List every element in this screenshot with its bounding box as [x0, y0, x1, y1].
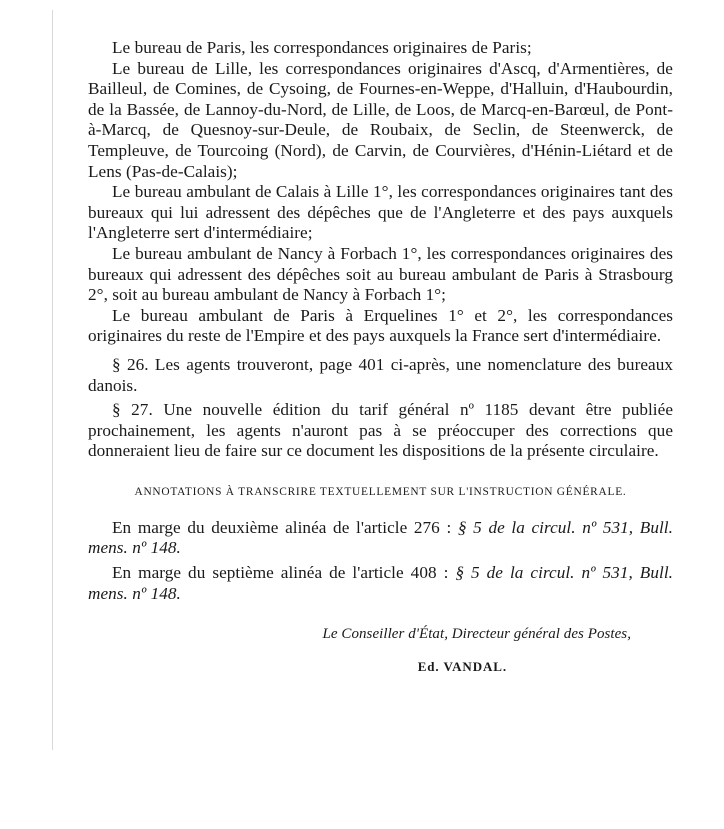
signature-title: Le Conseiller d'État, Directeur général des Postes,	[322, 626, 631, 643]
paragraph-section-26: § 26. Les agents trouveront, page 401 ci-après, une nomenclature des bureaux danois.	[88, 354, 673, 395]
annotation-reference: § 5 de la circul. nº 531, Bull. mens. nº 148.	[88, 563, 673, 603]
paragraph-nancy-forbach-ambulant: Le bureau ambulant de Nancy à Forbach 1°, les correspondances originaires des bureaux qui adressent des dépêches soit au bureau ambulant de Paris à Strasbourg 2°, soit au bureau ambulant de Nancy à Forbach 1°;	[88, 243, 673, 305]
document-body	[88, 38, 673, 677]
signature-name: Ed. VANDAL.	[417, 658, 507, 674]
annotations-heading: ANNOTATIONS À TRANSCRIRE TEXTUELLEMENT SUR L'INSTRUCTION GÉNÉRALE.	[134, 485, 627, 498]
annotation-text: En marge du septième alinéa de l'article 408 :	[112, 563, 456, 583]
paragraph-paris-erquelines-ambulant: Le bureau ambulant de Paris à Erquelines 1° et 2°, les correspondances originaires du reste de l'Empire et des pays auxquels la France sert d'intermédiaire.	[88, 305, 673, 346]
paragraph-calais-lille-ambulant: Le bureau ambulant de Calais à Lille 1°, les correspondances originaires tant des bureaux qui lui adressent des dépêches que de l'Angleterre et des pays auxquels l'Angleterre sert d'intermédiaire;	[88, 182, 673, 243]
paragraph-lille-office: Le bureau de Lille, les correspondances originaires d'Ascq, d'Armentières, de Bailleul, de Comines, de Cysoing, de Fournes-en-Weppe, d'Halluin, d'Haubourdin, de la Bassée, de Lannoy-du-Nord, de Lille, de Loos, de Marcq-en-Barœul, de Pont-à-Marcq, de Quesnoy-sur-Deule, de Roubaix, de Seclin, de Steenwerck, de Templeuve, de Tourcoing (Nord), de Carvin, de Courvières, d'Hénin-Liétard et de Lens (Pas-de-Calais);	[88, 58, 673, 181]
annotation-item	[88, 518, 673, 559]
annotation-text: En marge du deuxième alinéa de l'article 276 :	[112, 517, 458, 537]
annotation-item	[88, 563, 673, 604]
annotation-reference: § 5 de la circul. nº 531, Bull. mens. nº 148.	[88, 517, 673, 558]
paragraph-section-27: § 27. Une nouvelle édition du tarif général nº 1185 devant être publiée prochainement, les agents n'auront pas à se préoccuper des corrections que donneraient lieu de faire sur ce document les dispositions de la présente circulaire.	[88, 400, 673, 461]
paragraph-paris-office: Le bureau de Paris, les correspondances originaires de Paris;	[112, 38, 532, 57]
scan-edge-line	[52, 10, 53, 750]
